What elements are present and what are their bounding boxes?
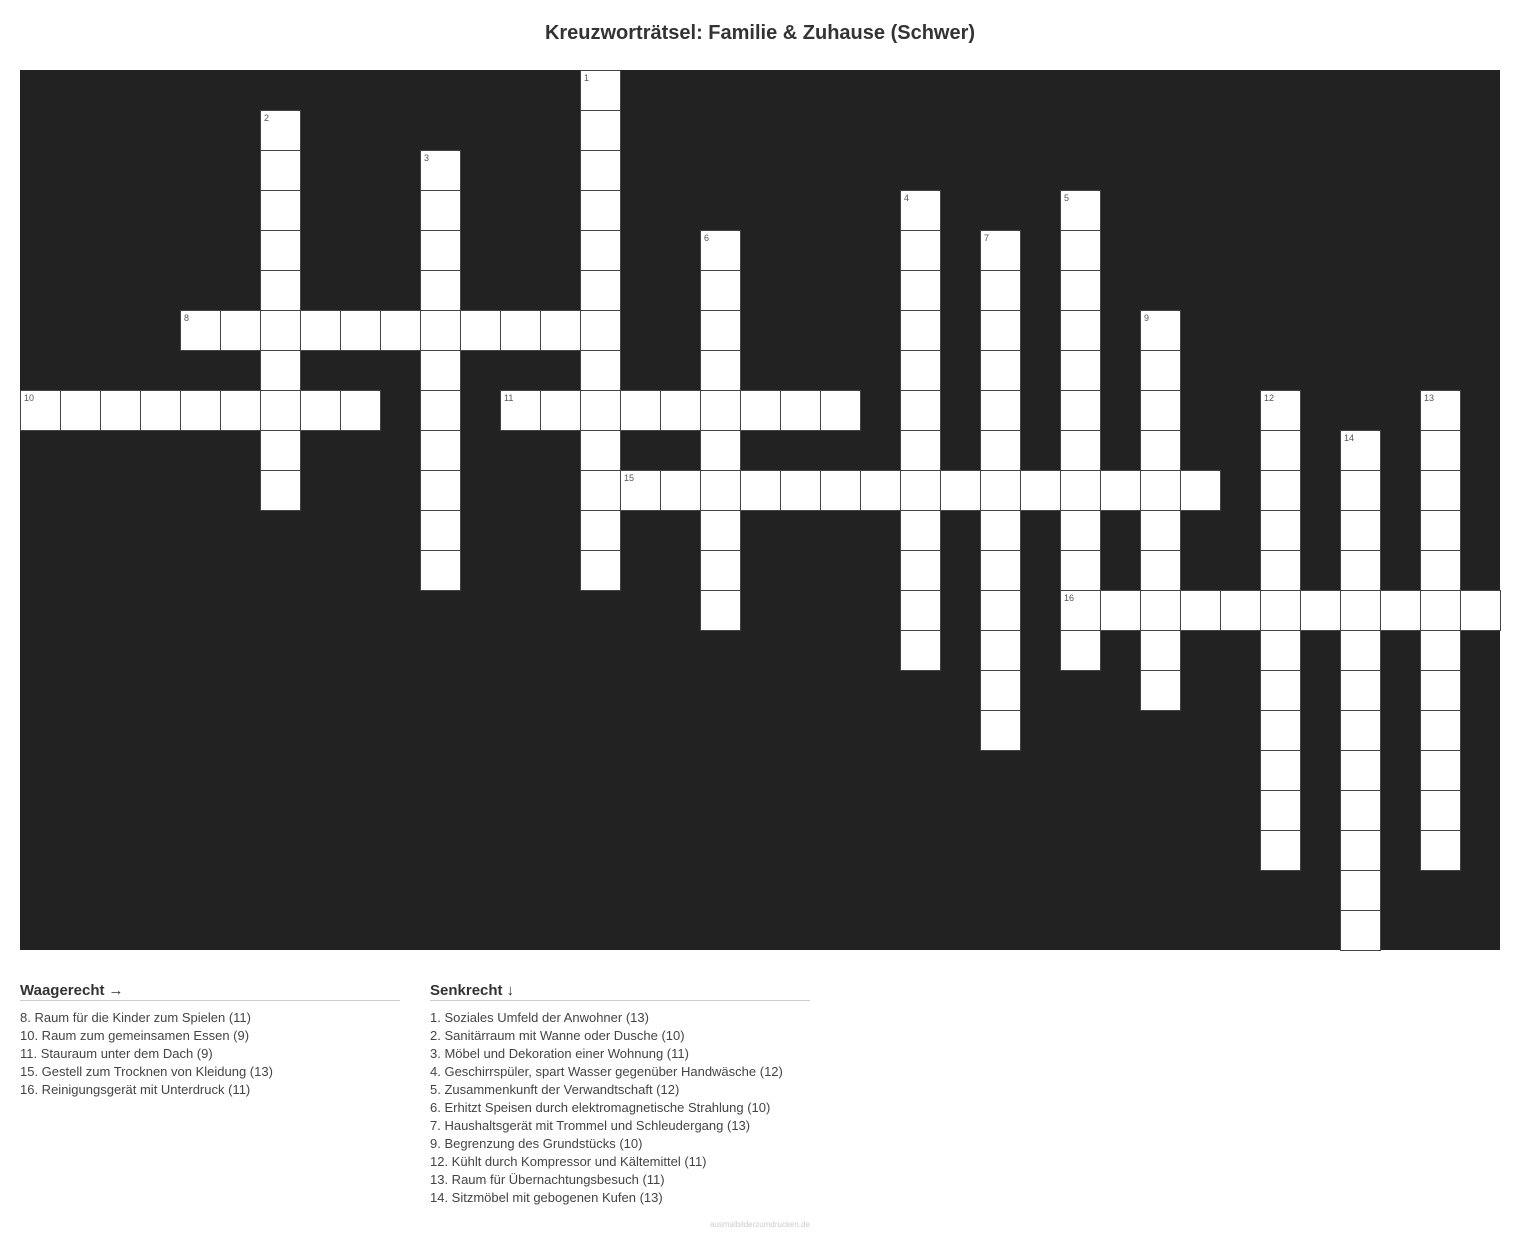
grid-cell[interactable] — [1420, 830, 1461, 871]
clue-number: 15 — [624, 473, 635, 483]
grid-cell[interactable] — [1260, 550, 1301, 591]
grid-cell[interactable] — [700, 230, 741, 271]
grid-cell[interactable] — [1260, 390, 1301, 431]
grid-cell[interactable] — [300, 390, 341, 431]
grid-cell[interactable] — [1140, 470, 1181, 511]
grid-cell[interactable] — [1220, 590, 1261, 631]
grid-cell[interactable] — [1420, 630, 1461, 671]
grid-cell[interactable] — [1460, 590, 1501, 631]
grid-cell[interactable] — [1340, 430, 1381, 471]
grid-cell[interactable] — [1260, 670, 1301, 711]
grid-cell[interactable] — [1100, 470, 1141, 511]
grid-cell[interactable] — [1420, 790, 1461, 831]
clue-item: 6. Erhitzt Speisen durch elektromagnetische Strahlung (10) — [430, 1100, 771, 1115]
grid-cell[interactable] — [1140, 430, 1181, 471]
clue-number: 14 — [1344, 433, 1355, 443]
grid-cell[interactable] — [260, 310, 301, 351]
clue-number: 10 — [24, 393, 35, 403]
grid-cell[interactable] — [900, 190, 941, 231]
grid-cell[interactable] — [580, 550, 621, 591]
clue-number: 8 — [184, 313, 190, 323]
grid-cell[interactable] — [780, 470, 821, 511]
grid-cell[interactable] — [660, 470, 701, 511]
grid-cell[interactable] — [1060, 350, 1101, 391]
clue-item: 16. Reinigungsgerät mit Unterdruck (11) — [20, 1082, 251, 1097]
grid-cell[interactable] — [1420, 710, 1461, 751]
grid-cell[interactable] — [580, 470, 621, 511]
grid-cell[interactable] — [420, 190, 461, 231]
grid-cell[interactable] — [540, 310, 581, 351]
grid-cell[interactable] — [980, 390, 1021, 431]
grid-cell[interactable] — [1100, 590, 1141, 631]
grid-cell[interactable] — [420, 150, 461, 191]
grid-cell[interactable] — [420, 430, 461, 471]
grid-cell[interactable] — [1020, 470, 1061, 511]
grid-cell[interactable] — [700, 590, 741, 631]
grid-cell[interactable] — [580, 150, 621, 191]
grid-cell[interactable] — [900, 630, 941, 671]
grid-cell[interactable] — [420, 510, 461, 551]
grid-cell[interactable] — [700, 550, 741, 591]
grid-cell[interactable] — [1180, 470, 1221, 511]
grid-cell[interactable] — [1260, 630, 1301, 671]
grid-cell[interactable] — [1340, 550, 1381, 591]
grid-cell[interactable] — [740, 470, 781, 511]
grid-cell[interactable] — [100, 390, 141, 431]
grid-cell[interactable] — [1420, 550, 1461, 591]
grid-cell[interactable] — [420, 390, 461, 431]
clue-number: 4 — [904, 193, 910, 203]
grid-cell[interactable] — [580, 270, 621, 311]
grid-cell[interactable] — [1260, 470, 1301, 511]
grid-cell[interactable] — [1140, 630, 1181, 671]
across-heading-label: Waagerecht — [20, 982, 105, 999]
grid-cell[interactable] — [420, 310, 461, 351]
grid-cell[interactable] — [1340, 910, 1381, 951]
grid-cell[interactable] — [1260, 510, 1301, 551]
grid-cell[interactable] — [820, 470, 861, 511]
grid-cell[interactable] — [60, 390, 101, 431]
grid-cell[interactable] — [1420, 390, 1461, 431]
grid-cell[interactable] — [1380, 590, 1421, 631]
grid-cell[interactable] — [1340, 870, 1381, 911]
grid-cell[interactable] — [300, 310, 341, 351]
clue-number: 5 — [1064, 193, 1070, 203]
grid-cell[interactable] — [1420, 750, 1461, 791]
grid-cell[interactable] — [1340, 630, 1381, 671]
grid-cell[interactable] — [980, 550, 1021, 591]
grid-cell[interactable] — [1060, 550, 1101, 591]
grid-cell[interactable] — [1140, 550, 1181, 591]
grid-cell[interactable] — [420, 470, 461, 511]
grid-cell[interactable] — [260, 270, 301, 311]
grid-cell[interactable] — [900, 550, 941, 591]
clue-item: 2. Sanitärraum mit Wanne oder Dusche (10) — [430, 1028, 685, 1043]
grid-cell[interactable] — [900, 270, 941, 311]
grid-cell[interactable] — [1060, 230, 1101, 271]
across-heading — [20, 982, 400, 1001]
down-heading — [430, 982, 810, 1001]
grid-cell[interactable] — [860, 470, 901, 511]
grid-cell[interactable] — [540, 390, 581, 431]
clue-item: 7. Haushaltsgerät mit Trommel und Schleudergang (13) — [430, 1118, 751, 1133]
grid-cell[interactable] — [900, 350, 941, 391]
grid-cell[interactable] — [980, 350, 1021, 391]
grid-cell[interactable] — [1140, 350, 1181, 391]
grid-cell[interactable] — [660, 390, 701, 431]
grid-cell[interactable] — [420, 270, 461, 311]
grid-cell[interactable] — [380, 310, 421, 351]
grid-cell[interactable] — [1420, 670, 1461, 711]
clue-number: 2 — [264, 113, 270, 123]
grid-cell[interactable] — [700, 310, 741, 351]
grid-cell[interactable] — [1140, 390, 1181, 431]
clue-item: 14. Sitzmöbel mit gebogenen Kufen (13) — [430, 1190, 663, 1205]
clue-number: 13 — [1424, 393, 1435, 403]
grid-cell[interactable] — [580, 350, 621, 391]
grid-cell[interactable] — [580, 230, 621, 271]
grid-cell[interactable] — [180, 310, 221, 351]
grid-cell[interactable] — [1420, 470, 1461, 511]
grid-cell[interactable] — [620, 390, 661, 431]
grid-cell[interactable] — [900, 470, 941, 511]
clue-number: 6 — [704, 233, 710, 243]
grid-cell[interactable] — [580, 190, 621, 231]
grid-cell[interactable] — [1060, 470, 1101, 511]
grid-cell[interactable] — [580, 510, 621, 551]
down-arrow-icon: ↓ — [506, 982, 515, 999]
grid-cell[interactable] — [900, 310, 941, 351]
grid-cell[interactable] — [900, 430, 941, 471]
grid-cell[interactable] — [980, 270, 1021, 311]
grid-cell[interactable] — [1060, 270, 1101, 311]
grid-cell[interactable] — [980, 230, 1021, 271]
grid-cell[interactable] — [580, 430, 621, 471]
grid-cell[interactable] — [580, 70, 621, 111]
clue-item: 13. Raum für Übernachtungsbesuch (11) — [430, 1172, 665, 1187]
grid-cell[interactable] — [700, 470, 741, 511]
grid-cell[interactable] — [220, 390, 261, 431]
grid-cell[interactable] — [700, 510, 741, 551]
clue-number: 3 — [424, 153, 430, 163]
grid-cell[interactable] — [260, 190, 301, 231]
grid-cell[interactable] — [700, 430, 741, 471]
grid-cell[interactable] — [1060, 430, 1101, 471]
clue-number: 11 — [504, 393, 514, 403]
grid-cell[interactable] — [220, 310, 261, 351]
down-heading-label: Senkrecht — [430, 982, 503, 999]
grid-cell[interactable] — [1060, 310, 1101, 351]
grid-cell[interactable] — [1420, 510, 1461, 551]
grid-cell[interactable] — [260, 390, 301, 431]
grid-cell[interactable] — [420, 550, 461, 591]
grid-cell[interactable] — [1060, 390, 1101, 431]
grid-cell[interactable] — [1060, 630, 1101, 671]
grid-cell[interactable] — [1340, 790, 1381, 831]
grid-cell[interactable] — [900, 510, 941, 551]
grid-cell[interactable] — [1340, 470, 1381, 511]
footer-credit: ausmalbilderzumdrucken.de — [709, 1220, 810, 1229]
grid-cell[interactable] — [980, 470, 1021, 511]
grid-cell[interactable] — [180, 390, 221, 431]
grid-cell[interactable] — [1340, 830, 1381, 871]
grid-cell[interactable] — [1340, 670, 1381, 711]
clue-number: 12 — [1264, 393, 1275, 403]
grid-cell[interactable] — [1300, 590, 1341, 631]
grid-cell[interactable] — [620, 470, 661, 511]
grid-cell[interactable] — [700, 350, 741, 391]
clue-item: 3. Möbel und Dekoration einer Wohnung (11) — [430, 1046, 689, 1061]
grid-cell[interactable] — [1260, 830, 1301, 871]
clue-number: 16 — [1064, 593, 1075, 603]
grid-cell[interactable] — [980, 710, 1021, 751]
grid-cell[interactable] — [1140, 590, 1181, 631]
grid-cell[interactable] — [700, 270, 741, 311]
grid-cell[interactable] — [580, 390, 621, 431]
grid-cell[interactable] — [260, 470, 301, 511]
grid-cell[interactable] — [940, 470, 981, 511]
grid-cell[interactable] — [900, 590, 941, 631]
grid-cell[interactable] — [580, 310, 621, 351]
grid-cell[interactable] — [1180, 590, 1221, 631]
clue-number: 1 — [584, 73, 590, 83]
grid-cell[interactable] — [980, 590, 1021, 631]
grid-cell[interactable] — [1060, 190, 1101, 231]
clue-item: 4. Geschirrspüler, spart Wasser gegenüber Handwäsche (12) — [430, 1064, 783, 1079]
grid-cell[interactable] — [1260, 590, 1301, 631]
clue-item: 1. Soziales Umfeld der Anwohner (13) — [430, 1010, 649, 1025]
grid-cell[interactable] — [980, 630, 1021, 671]
puzzle-title: Kreuzworträtsel: Familie & Zuhause (Schwer) — [544, 22, 976, 44]
grid-cell[interactable] — [700, 390, 741, 431]
down-clues — [430, 982, 810, 1207]
grid-cell[interactable] — [900, 390, 941, 431]
grid-cell[interactable] — [1420, 430, 1461, 471]
grid-cell[interactable] — [1260, 430, 1301, 471]
grid-cell[interactable] — [980, 510, 1021, 551]
grid-cell[interactable] — [980, 670, 1021, 711]
grid-cell[interactable] — [1260, 710, 1301, 751]
grid-cell[interactable] — [420, 350, 461, 391]
across-clue-list — [20, 1009, 400, 1099]
grid-cell[interactable] — [1140, 670, 1181, 711]
grid-cell[interactable] — [1420, 590, 1461, 631]
grid-cell[interactable] — [500, 310, 541, 351]
grid-cell[interactable] — [340, 390, 381, 431]
grid-cell[interactable] — [1060, 590, 1101, 631]
clue-item: 10. Raum zum gemeinsamen Essen (9) — [20, 1028, 250, 1043]
grid-cell[interactable] — [1140, 310, 1181, 351]
grid-cell[interactable] — [140, 390, 181, 431]
grid-cell[interactable] — [580, 110, 621, 151]
clue-item: 15. Gestell zum Trocknen von Kleidung (13) — [20, 1064, 273, 1079]
clue-item: 9. Begrenzung des Grundstücks (10) — [430, 1136, 643, 1151]
grid-cell[interactable] — [980, 310, 1021, 351]
grid-cell[interactable] — [1140, 510, 1181, 551]
grid-cell[interactable] — [1340, 710, 1381, 751]
grid-cell[interactable] — [980, 430, 1021, 471]
grid-cell[interactable] — [260, 150, 301, 191]
grid-cell[interactable] — [500, 390, 541, 431]
clue-item: 11. Stauraum unter dem Dach (9) — [20, 1046, 213, 1061]
down-clue-list — [430, 1009, 810, 1207]
grid-cell[interactable] — [260, 230, 301, 271]
grid-cell[interactable] — [20, 390, 61, 431]
grid-cell[interactable] — [260, 110, 301, 151]
grid-cell[interactable] — [1260, 790, 1301, 831]
clue-item: 8. Raum für die Kinder zum Spielen (11) — [20, 1010, 251, 1025]
grid-cell[interactable] — [420, 230, 461, 271]
across-clues — [20, 982, 400, 1099]
grid-cell[interactable] — [740, 390, 781, 431]
grid-cell[interactable] — [820, 390, 861, 431]
crossword-grid — [20, 70, 1500, 950]
clue-item: 5. Zusammenkunft der Verwandtschaft (12) — [430, 1082, 680, 1097]
grid-cell[interactable] — [780, 390, 821, 431]
grid-cell[interactable] — [900, 230, 941, 271]
grid-cell[interactable] — [1260, 750, 1301, 791]
grid-cell[interactable] — [340, 310, 381, 351]
grid-cell[interactable] — [1340, 510, 1381, 551]
grid-cell[interactable] — [460, 310, 501, 351]
clue-number: 7 — [984, 233, 990, 243]
grid-cell[interactable] — [1340, 750, 1381, 791]
grid-cell[interactable] — [260, 430, 301, 471]
grid-cell[interactable] — [1060, 510, 1101, 551]
clue-item: 12. Kühlt durch Kompressor und Kältemittel (11) — [430, 1154, 707, 1169]
clue-number: 9 — [1144, 313, 1150, 323]
grid-cell[interactable] — [260, 350, 301, 391]
right-arrow-icon: → — [108, 982, 124, 999]
grid-cell[interactable] — [1340, 590, 1381, 631]
